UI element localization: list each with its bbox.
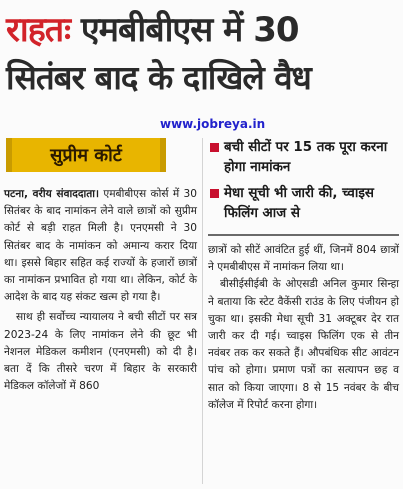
dateline: पटना, वरीय संवाददाता। xyxy=(4,188,100,200)
tag-edge-left xyxy=(6,138,12,172)
tag-edge-right xyxy=(160,138,166,172)
right-paragraph-1: छात्रों को सीटें आवंटित हुई थीं, जिनमें 804 छात्रों ने एमबीबीएस में नामांकन लिया था। xyxy=(208,244,399,274)
highlight-bullet-2 xyxy=(208,184,399,224)
right-paragraph-2: बीसीईसीईबी के ओएसडी अनिल कुमार सिन्हा ने बताया कि स्टेट वैकेंसी राउंड के लिए पंजीयन हो चुका था। इसकी मेधा सूची 31 अक्टूबर देर रात जारी कर दी गई। च्वाइस फिलिंग एक से तीन नवंबर तक कर सकते हैं। औपबंधिक सीट आवंटन पांच को होगा। प्रमाण पत्रों का सत्यापन छह व सात को किया जाएगा। 8 से 15 नवंबर के बीच कॉलेज में रिपोर्ट करना होगा। xyxy=(208,278,399,411)
headline-line-2: सितंबर बाद के दाखिले वैध xyxy=(6,58,311,97)
highlight-bullet-1-text: बची सीटों पर 15 तक पूरा करना होगा नामांकन xyxy=(224,140,388,175)
column-divider xyxy=(202,138,203,484)
left-paragraph-1-text: एमबीबीएस कोर्स में 30 सितंबर के बाद नामांकन लेने वाले छात्रों को सुप्रीम कोर्ट से बड़ी राहत मिली है। एनएमसी ने 30 सितंबर बाद के नामांकन को अमान्य करार दिया था। इससे बिहार सहित कई राज्यों के हजारों छात्रों का नामांकन प्रभावित हो गया था। लेकिन, कोर्ट के आदेश के बाद यह संकट खत्म हो गया है। xyxy=(4,188,198,304)
right-column xyxy=(208,138,399,414)
left-body-text xyxy=(4,186,197,395)
headline xyxy=(6,6,398,102)
highlight-bullet-2-text: मेधा सूची भी जारी की, च्वाइस फिलिंग आज से xyxy=(224,186,374,221)
left-paragraph-2: साथ ही सर्वोच्च न्यायालय ने बची सीटों पर सत्र 2023-24 के लिए नामांकन लेने की छूट भी नेशनल मेडिकल कमीशन (एनएमसी) को दी है। बता दें कि तीसरे चरण में बिहार के सरकारी मेडिकल कॉलेजों में 860 xyxy=(4,311,197,393)
headline-line-1 xyxy=(6,6,398,54)
section-tag-label: सुप्रीम कोर्ट xyxy=(50,145,122,166)
headline-line-1-text: एमबीबीएस में 30 xyxy=(70,10,299,50)
left-paragraph-1 xyxy=(4,186,197,306)
square-bullet-icon xyxy=(210,143,219,152)
headline-kicker: राहतः xyxy=(6,10,71,50)
section-tag xyxy=(6,138,166,172)
left-column xyxy=(4,138,197,395)
square-bullet-icon xyxy=(210,189,219,198)
highlights-rule xyxy=(208,234,399,236)
highlight-bullet-1 xyxy=(208,138,399,178)
watermark: www.jobreya.in xyxy=(160,117,266,131)
right-body-text xyxy=(208,242,399,414)
